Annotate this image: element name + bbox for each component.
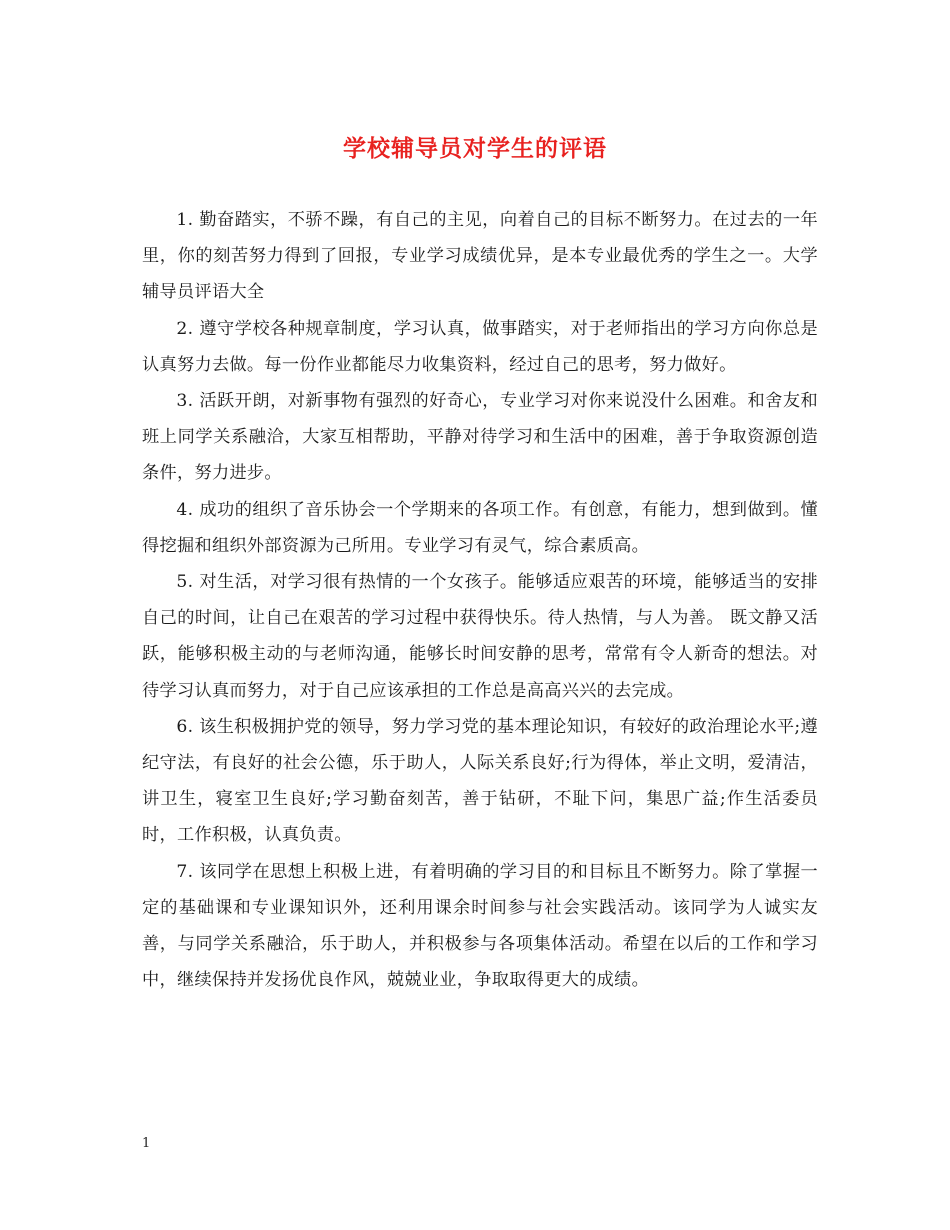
paragraph-2: 2. 遵守学校各种规章制度，学习认真，做事踏实，对于老师指出的学习方向你总是认真努力去做。每一份作业都能尽力收集资料，经过自己的思考，努力做好。 xyxy=(142,318,818,375)
page-number: 1 xyxy=(142,1136,151,1151)
paragraph-3: 3. 活跃开朗，对新事物有强烈的好奇心，专业学习对你来说没什么困难。和舍友和班上同学关系融洽，大家互相帮助，平静对待学习和生活中的困难，善于争取资源创造条件，努力进步。 xyxy=(142,391,818,484)
paragraph-5: 5. 对生活，对学习很有热情的一个女孩子。能够适应艰苦的环境，能够适当的安排自己的时间，让自己在艰苦的学习过程中获得快乐。待人热情，与人为善。 既文静又活跃，能够积极主动的与老师沟通，能够长时间安静的思考，常常有令人新奇的想法。对待学习认真而努力，对于自己应该承担的工作总是高高兴兴的去完成。 xyxy=(142,572,818,701)
paragraph-6: 6. 该生积极拥护党的领导，努力学习党的基本理论知识，有较好的政治理论水平;遵纪守法，有良好的社会公德，乐于助人，人际关系良好;行为得体，举止文明，爱清洁，讲卫生，寝室卫生良好;学习勤奋刻苦，善于钻研，不耻下问，集思广益;作生活委员时，工作积极，认真负责。 xyxy=(142,716,818,846)
document-body xyxy=(142,202,818,998)
paragraph-4: 4. 成功的组织了音乐协会一个学期来的各项工作。有创意，有能力，想到做到。懂得挖掘和组织外部资源为己所用。专业学习有灵气，综合素质高。 xyxy=(142,499,818,556)
paragraph-1: 1. 勤奋踏实，不骄不躁，有自己的主见，向着自己的目标不断努力。在过去的一年里，你的刻苦努力得到了回报，专业学习成绩优异，是本专业最优秀的学生之一。大学辅导员评语大全 xyxy=(142,210,818,303)
paragraph-7: 7. 该同学在思想上积极上进，有着明确的学习目的和目标且不断努力。除了掌握一定的基础课和专业课知识外，还利用课余时间参与社会实践活动。该同学为人诚实友善，与同学关系融洽，乐于助人，并积极参与各项集体活动。希望在以后的工作和学习中，继续保持并发扬优良作风，兢兢业业，争取取得更大的成绩。 xyxy=(142,861,818,991)
document-title: 学校辅导员对学生的评语 xyxy=(343,135,607,162)
